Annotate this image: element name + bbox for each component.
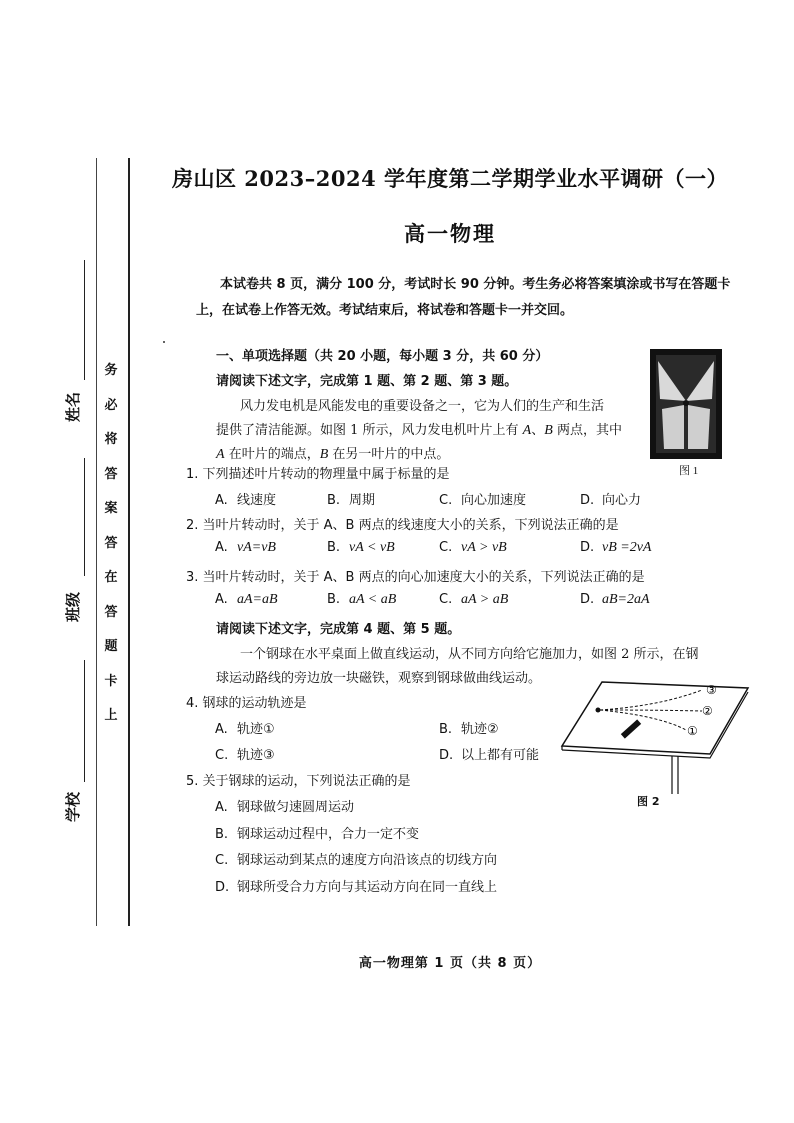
- notice-char: 务: [104, 363, 118, 378]
- q3-option-c[interactable]: C. aA > aB: [439, 592, 509, 607]
- page-footer: 高一物理第 1 页（共 8 页）: [358, 956, 542, 971]
- fig1-blade-lower-left: [662, 405, 684, 449]
- binding-outer-line: [96, 158, 97, 926]
- reading-instruction-2: 请阅读下述文字，完成第 4 题、第 5 题。: [216, 622, 461, 637]
- notice-char: 将: [104, 432, 118, 447]
- instructions: 本试卷共 8 页，满分 100 分，考试时长 90 分钟。考生务必将答案填涂或书写在答题卡上，在试卷上作答无效。考试结束后，将试卷和答题卡一并交回。: [196, 277, 731, 318]
- point-b-label: B: [544, 423, 553, 438]
- fig1-blade-lower-right: [688, 405, 710, 449]
- q1-option-d[interactable]: D. 向心力: [580, 493, 642, 508]
- q2-option-d[interactable]: D. vB =2vA: [580, 540, 652, 555]
- fig2-trajectory-3: [600, 690, 702, 710]
- question-5-stem: 5. 关于钢球的运动，下列说法正确的是: [186, 774, 411, 789]
- q1-option-c[interactable]: C. 向心加速度: [439, 493, 527, 508]
- q3-option-d[interactable]: D. aB=2aA: [580, 592, 650, 607]
- notice-char: 案: [104, 501, 118, 516]
- q1-option-a[interactable]: A. 线速度: [215, 493, 277, 508]
- passage1-text: 提供了清洁能源。如图 1 所示，风力发电机叶片上有: [216, 423, 523, 438]
- passage1-line3: [216, 443, 449, 463]
- q3-option-a[interactable]: A. aA=aB: [215, 592, 278, 607]
- notice-char: 答: [104, 466, 118, 482]
- question-4-stem: 4. 钢球的运动轨迹是: [186, 696, 307, 711]
- notice-char: 答: [104, 604, 118, 620]
- point-a-label: A: [216, 447, 225, 462]
- notice-char: 题: [104, 639, 118, 654]
- fig2-trajectory-2: [600, 710, 702, 711]
- page-title: 房山区 2023–2024 学年度第二学期学业水平调研（一）: [171, 166, 728, 191]
- name-underline[interactable]: [84, 260, 85, 380]
- q5-option-a[interactable]: A. 钢球做匀速圆周运动: [215, 800, 355, 815]
- q5-option-b[interactable]: B. 钢球运动过程中，合力一定不变: [215, 827, 420, 842]
- fig2-mark-1: ①: [687, 724, 698, 738]
- fig2-steel-ball: [596, 708, 601, 713]
- section-heading: 一、单项选择题（共 20 小题，每小题 3 分，共 60 分）: [216, 349, 549, 364]
- binding-notice: [102, 362, 120, 742]
- passage1-line2: [216, 419, 622, 439]
- passage1-text: 在另一叶片的中点。: [328, 447, 450, 462]
- class-underline[interactable]: [84, 458, 85, 576]
- school-underline[interactable]: [84, 660, 85, 782]
- notice-char: 答: [104, 535, 118, 551]
- notice-char: 必: [104, 397, 118, 413]
- q2-option-b[interactable]: B. vA < vB: [327, 540, 395, 555]
- point-a-label: A: [522, 423, 532, 438]
- notice-char: 上: [104, 708, 118, 723]
- q4-option-a[interactable]: A. 轨迹①: [215, 722, 275, 737]
- fig1-hub: [683, 400, 689, 406]
- question-3-stem: 3. 当叶片转动时，关于 A、B 两点的向心加速度大小的关系，下列说法正确的是: [186, 570, 645, 585]
- passage2-line2: 球运动路线的旁边放一块磁铁，观察到钢球做曲线运动。: [216, 671, 542, 686]
- q5-option-d[interactable]: D. 钢球所受合力方向与其运动方向在同一直线上: [215, 880, 498, 895]
- figure-1-turbine: [650, 349, 722, 459]
- speck: [163, 341, 165, 343]
- reading-instruction-1: 请阅读下述文字，完成第 1 题、第 2 题、第 3 题。: [216, 374, 518, 389]
- figure-2-caption: 图 2: [637, 795, 660, 808]
- question-1-stem: 1. 下列描述叶片转动的物理量中属于标量的是: [186, 467, 450, 482]
- passage1-text: 、: [531, 423, 545, 438]
- figure-2-table: [560, 676, 755, 801]
- q5-option-c[interactable]: C. 钢球运动到某点的速度方向沿该点的切线方向: [215, 853, 498, 868]
- q3-option-b[interactable]: B. aA < aB: [327, 592, 397, 607]
- notice-char: 在: [104, 570, 118, 585]
- binding-inner-line: [128, 158, 130, 926]
- fig2-mark-2: ②: [702, 704, 713, 718]
- name-label: 姓名: [64, 391, 82, 422]
- subject-title: 高一物理: [404, 221, 496, 246]
- passage1-line1: 风力发电机是风能发电的重要设备之一，它为人们的生产和生活: [240, 399, 605, 414]
- school-label: 学校: [64, 791, 82, 822]
- point-b-label: B: [319, 447, 329, 462]
- q4-option-c[interactable]: C. 轨迹③: [215, 748, 275, 763]
- q2-option-c[interactable]: C. vA > vB: [439, 540, 507, 555]
- fig2-magnet: [621, 719, 641, 738]
- passage2-line1: 一个钢球在水平桌面上做直线运动，从不同方向给它施加力，如图 2 所示，在钢: [240, 647, 699, 662]
- q2-option-a[interactable]: A. vA=vB: [215, 540, 276, 555]
- question-2-stem: 2. 当叶片转动时，关于 A、B 两点的线速度大小的关系，下列说法正确的是: [186, 518, 619, 533]
- q1-option-b[interactable]: B. 周期: [327, 493, 376, 508]
- fig2-trajectory-1: [600, 710, 686, 730]
- fig2-mark-3: ③: [706, 683, 717, 697]
- figure-1-caption: 图 1: [679, 465, 699, 477]
- passage1-text: 在叶片的端点，: [224, 447, 320, 462]
- passage1-text: 两点，其中: [552, 423, 622, 438]
- q4-option-d[interactable]: D. 以上都有可能: [439, 748, 540, 763]
- fig2-tabletop: [562, 682, 748, 754]
- class-label: 班级: [64, 591, 82, 622]
- notice-char: 卡: [104, 673, 118, 689]
- q4-option-b[interactable]: B. 轨迹②: [439, 722, 499, 737]
